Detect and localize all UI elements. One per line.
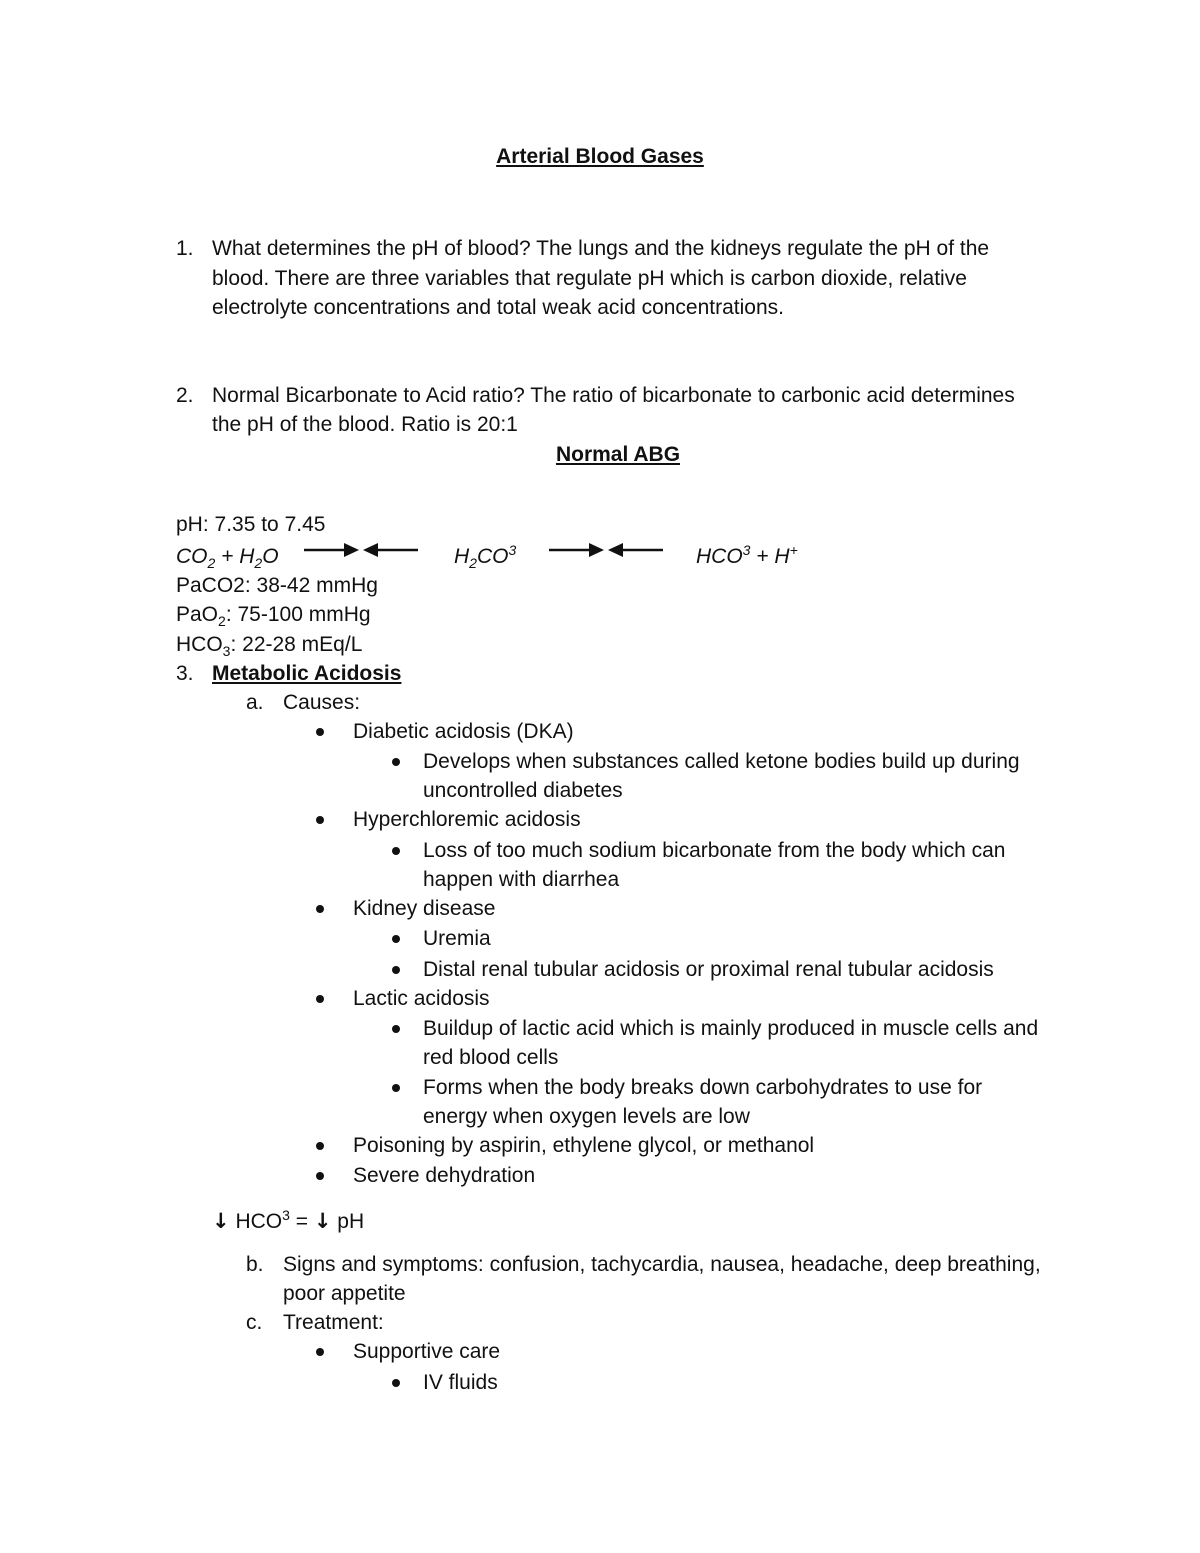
causes-label: Causes: (283, 691, 361, 714)
bullet-icon (316, 1142, 324, 1150)
causes-letter: a. (246, 691, 264, 714)
q2-line-1: Normal Bicarbonate to Acid ratio? The ratio of bicarbonate to carbonic acid determines (212, 384, 1015, 407)
treatment-supportive-care: Supportive care (353, 1340, 501, 1363)
cause-kidney-disease: Kidney disease (353, 897, 496, 920)
bullet-icon (392, 966, 400, 974)
metabolic-acidosis-heading: Metabolic Acidosis (212, 662, 402, 685)
bullet-icon (316, 816, 324, 824)
cause-hyperchloremic-detail-1: Loss of too much sodium bicarbonate from the body which can (423, 839, 1006, 862)
cause-dehydration: Severe dehydration (353, 1164, 536, 1187)
signs-letter: b. (246, 1253, 264, 1276)
bullet-icon (316, 728, 324, 736)
hco3-range: $HCO_3$: 22-28 mEq/L (176, 633, 363, 660)
signs-line-2: poor appetite (283, 1282, 406, 1305)
paco2-range: PaCO2: 38-42 mmHg (176, 574, 378, 597)
bullet-icon (316, 905, 324, 913)
q1-line-2: blood. There are three variables that regulate pH which is carbon dioxide, relative (212, 267, 967, 290)
q1-line-1: What determines the pH of blood? The lungs and the kidneys regulate the pH of the (212, 237, 990, 260)
bullet-icon (392, 1379, 400, 1387)
bullet-icon (316, 995, 324, 1003)
hco3-ph-formula: ↓ $HCO^3$ = ↓ pH (212, 1207, 365, 1233)
equilibrium-arrow-icon (302, 540, 420, 560)
signs-line-1: Signs and symptoms: confusion, tachycardia, nausea, headache, deep breathing, (283, 1253, 1041, 1276)
q1-number: 1. (176, 237, 194, 260)
equation-right: $HCO^3 + H^+$ (696, 542, 798, 568)
cause-kidney-rta: Distal renal tubular acidosis or proximal renal tubular acidosis (423, 958, 994, 981)
down-arrow-icon: ↓ (313, 1209, 332, 1233)
down-arrow-icon: ↓ (212, 1209, 230, 1233)
equilibrium-arrow-icon (547, 540, 665, 560)
q2-line-2: the pH of the blood. Ratio is 20:1 (212, 413, 518, 436)
treatment-label: Treatment: (283, 1311, 384, 1334)
bullet-icon (392, 1025, 400, 1033)
cause-hyperchloremic: Hyperchloremic acidosis (353, 808, 581, 831)
equation-middle: $H_2CO^3$ (454, 542, 517, 572)
bullet-icon (392, 935, 400, 943)
q1-line-3: electrolyte concentrations and total weak acid concentrations. (212, 296, 784, 319)
cause-poisoning: Poisoning by aspirin, ethylene glycol, or methanol (353, 1134, 815, 1157)
pao2-range: PaO$_2$: 75-100 mmHg (176, 603, 371, 630)
cause-dka-detail-1: Develops when substances called ketone bodies build up during (423, 750, 1020, 773)
cause-lactic-detail-2b: energy when oxygen levels are low (423, 1105, 750, 1128)
treatment-letter: c. (246, 1311, 263, 1334)
cause-hyperchloremic-detail-2: happen with diarrhea (423, 868, 620, 891)
cause-lactic-detail-2: Forms when the body breaks down carbohydrates to use for (423, 1076, 983, 1099)
cause-lactic-detail-1: Buildup of lactic acid which is mainly produced in muscle cells and (423, 1017, 1039, 1040)
cause-kidney-uremia: Uremia (423, 927, 491, 950)
treatment-iv-fluids: IV fluids (423, 1371, 498, 1394)
cause-lactic-acidosis: Lactic acidosis (353, 987, 490, 1010)
cause-dka-detail-2: uncontrolled diabetes (423, 779, 623, 802)
bullet-icon (316, 1172, 324, 1180)
bullet-icon (392, 758, 400, 766)
cause-dka: Diabetic acidosis (DKA) (353, 720, 574, 743)
bullet-icon (392, 1084, 400, 1092)
ph-range: pH: 7.35 to 7.45 (176, 513, 326, 536)
bullet-icon (316, 1348, 324, 1356)
q2-number: 2. (176, 384, 194, 407)
normal-abg-heading: Normal ABG (555, 443, 681, 466)
section3-number: 3. (176, 662, 194, 685)
page-title: Arterial Blood Gases (496, 145, 704, 168)
bullet-icon (392, 847, 400, 855)
cause-lactic-detail-1b: red blood cells (423, 1046, 559, 1069)
equation-left: $CO_2 + H_2O$ (176, 545, 279, 572)
